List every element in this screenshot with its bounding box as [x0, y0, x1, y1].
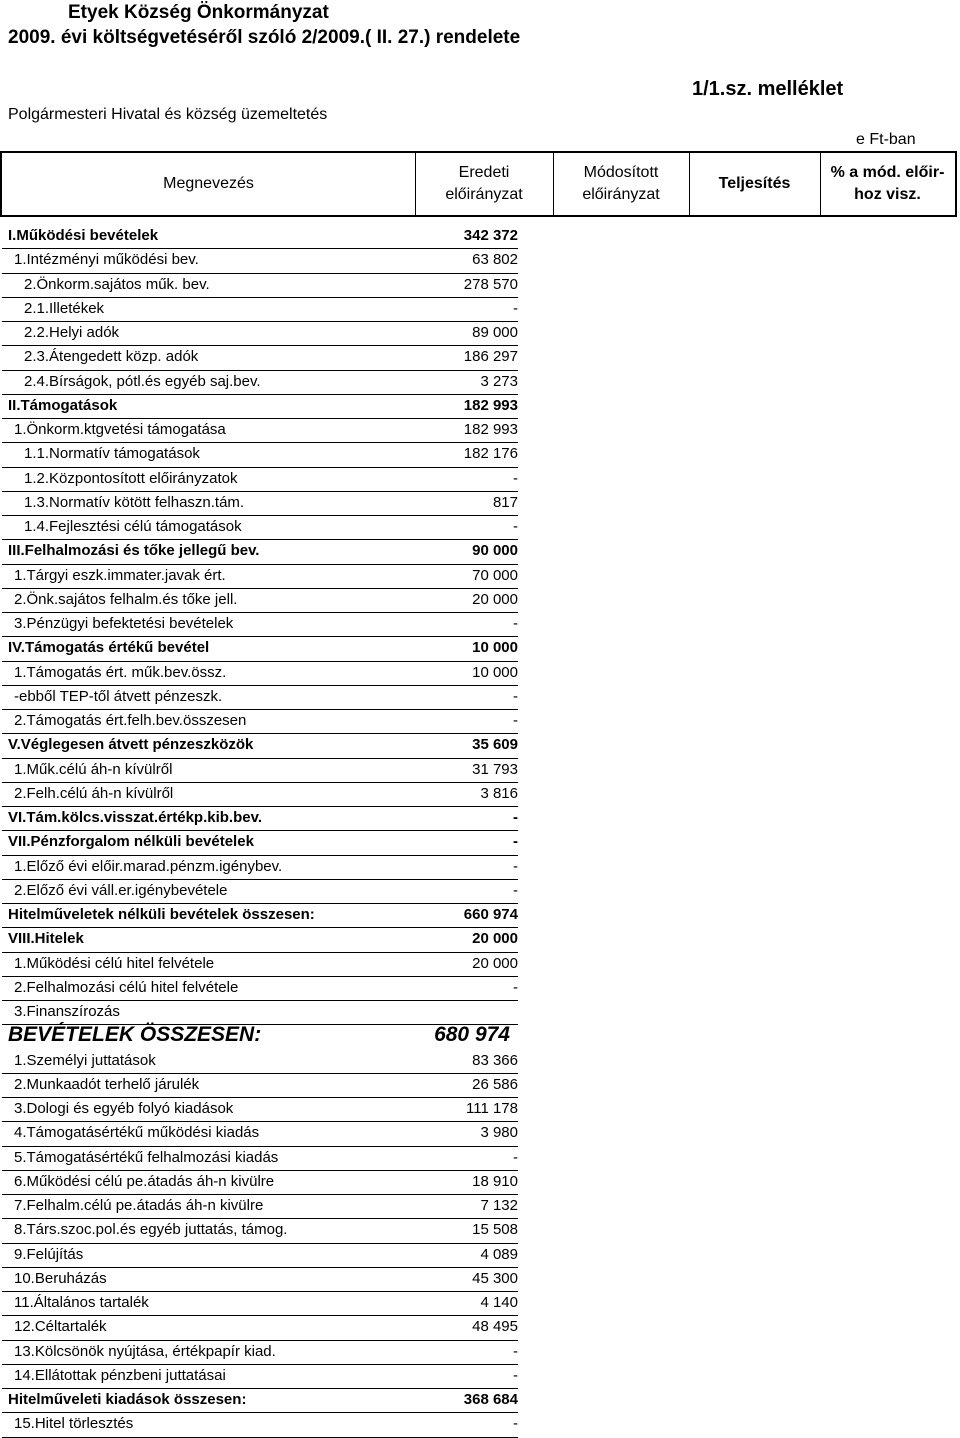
table-row [0, 1244, 960, 1268]
row-original-value: - [513, 469, 518, 487]
row-original-value: - [513, 857, 518, 875]
row-label: 2.Munkaadót terhelő járulék [14, 1075, 200, 1093]
row-label: IV.Támogatás értékű bevétel [8, 639, 210, 657]
row-original-value: 3 273 [480, 372, 518, 390]
annex-label: 1/1.sz. melléklet [692, 78, 844, 100]
row-label: 8.Társ.szoc.pol.és egyéb juttatás, támog. [14, 1221, 288, 1239]
table-row [0, 831, 960, 855]
row-label: 1.4.Fejlesztési célú támogatások [24, 518, 242, 535]
row-label: 2.Felh.célú áh-n kívülről [14, 784, 174, 802]
row-label: I.Működési bevételek [8, 227, 159, 244]
row-label: 13.Kölcsönök nyújtása, értékpapír kiad. [14, 1342, 276, 1360]
row-label: 12.Céltartalék [14, 1318, 107, 1336]
row-label: 1.Tárgyi eszk.immater.javak ért. [14, 566, 226, 584]
row-label: 3.Pénzügyi befektetési bevételek [14, 615, 234, 632]
row-label: 1.Személyi juttatások [14, 1051, 156, 1069]
table-row [0, 856, 960, 880]
row-original-value: 817 [492, 493, 518, 511]
row-original-value: 4 140 [480, 1294, 518, 1311]
table-row [0, 1074, 960, 1098]
row-label: 9.Felújítás [14, 1245, 84, 1263]
row-original-value: 83 366 [472, 1051, 518, 1069]
row-original-value: 3 816 [480, 784, 518, 802]
table-row [0, 322, 960, 346]
table-row [0, 1292, 960, 1316]
table-row [0, 1389, 960, 1413]
row-original-value: - [513, 687, 518, 705]
row-original-value: 7 132 [480, 1197, 518, 1214]
row-original-value: 45 300 [472, 1269, 518, 1287]
row-label: V.Véglegesen átvett pénzeszközök [8, 736, 254, 754]
row-label: 2.Előző évi váll.er.igénybevétele [14, 881, 228, 899]
row-label: VI.Tám.kölcs.visszat.értékp.kib.bev. [8, 809, 263, 826]
table-row [0, 298, 960, 322]
row-label: 2.Önk.sajátos felhalm.és tőke jell. [14, 590, 238, 608]
table-row [0, 1025, 960, 1049]
table-row [0, 1195, 960, 1219]
row-original-value: 182 993 [463, 421, 518, 438]
title-line-2: 2009. évi költségvetéséről szóló 2/2009.( II. 27.) rendelete [8, 27, 521, 48]
row-label: 2.Önkorm.sajátos műk. bev. [24, 275, 210, 293]
row-label: 15.Hitel törlesztés [14, 1415, 134, 1433]
row-original-value: - [513, 299, 518, 317]
row-original-value: - [513, 518, 518, 535]
table-row [0, 759, 960, 783]
table-row [0, 1098, 960, 1122]
table-row [0, 1365, 960, 1389]
row-original-value: 70 000 [472, 566, 518, 584]
row-label: 10.Beruházás [14, 1269, 107, 1287]
row-label: 5.Támogatásértékű felhalmozási kiadás [14, 1148, 279, 1166]
row-original-value: 10 000 [472, 639, 518, 657]
table-row [0, 1268, 960, 1292]
table-row [0, 516, 960, 540]
table-row [0, 346, 960, 370]
row-original-value: - [513, 1415, 518, 1433]
row-original-value: 278 570 [463, 275, 518, 293]
row-original-value: 680 974 [434, 1023, 510, 1047]
column-header-original: Eredeti előirányzat [445, 164, 523, 203]
column-header-percent: % a mód. előir- hoz visz. [830, 164, 945, 203]
row-label: 7.Felhalm.célú pe.átadás áh-n kivülre [14, 1197, 264, 1214]
table-row [0, 904, 960, 928]
table-row [0, 734, 960, 758]
row-label: 2.2.Helyi adók [24, 324, 120, 341]
row-label: -ebből TEP-től átvett pénzeszk. [14, 687, 223, 705]
table-row [0, 686, 960, 710]
table-row [0, 468, 960, 492]
row-original-value: - [513, 615, 518, 632]
row-original-value: 20 000 [472, 590, 518, 608]
row-original-value: 63 802 [472, 251, 518, 269]
row-label: 1.Működési célú hitel felvétele [14, 954, 215, 972]
table-row [0, 589, 960, 613]
row-original-value: - [513, 809, 518, 826]
row-original-value: 10 000 [472, 663, 518, 681]
table-row [0, 710, 960, 734]
column-header-modified: Módosított előirányzat [582, 164, 660, 203]
table-row [0, 1050, 960, 1074]
table-row [0, 1341, 960, 1365]
table-row [0, 565, 960, 589]
row-original-value: 15 508 [472, 1221, 518, 1239]
row-original-value: - [513, 833, 518, 851]
row-label: 1.3.Normatív kötött felhaszn.tám. [24, 493, 245, 511]
row-original-value: 111 178 [466, 1100, 518, 1117]
budget-table-body [0, 225, 960, 1438]
table-row [0, 540, 960, 564]
row-label: Hitelműveleti kiadások összesen: [8, 1391, 247, 1408]
table-row [0, 953, 960, 977]
row-label: 4.Támogatásértékű működési kiadás [14, 1124, 260, 1142]
table-row [0, 1171, 960, 1195]
row-label: 2.4.Bírságok, pótl.és egyéb saj.bev. [24, 372, 261, 390]
table-row [0, 443, 960, 467]
row-original-value: - [513, 1342, 518, 1360]
column-header-name: Megnevezés [163, 175, 254, 192]
row-original-value: 18 910 [472, 1172, 518, 1190]
row-original-value: 368 684 [463, 1391, 518, 1408]
table-row [0, 637, 960, 661]
row-original-value: 31 793 [472, 760, 518, 778]
table-row [0, 1316, 960, 1340]
table-row [0, 274, 960, 298]
table-row [0, 783, 960, 807]
row-original-value: - [513, 1366, 518, 1384]
row-original-value: 3 980 [480, 1124, 518, 1142]
row-label: 1.Műk.célú áh-n kívülről [14, 760, 173, 778]
row-label: III.Felhalmozási és tőke jellegű bev. [8, 542, 260, 560]
row-original-value: 342 372 [463, 227, 518, 244]
row-original-value: 89 000 [472, 324, 518, 341]
row-label: 2.Támogatás ért.felh.bev.összesen [14, 712, 247, 729]
row-original-value: 26 586 [472, 1075, 518, 1093]
row-label: 1.Intézményi működési bev. [14, 251, 199, 269]
table-row [0, 492, 960, 516]
row-label: 11.Általános tartalék [14, 1294, 149, 1311]
row-original-value: 20 000 [472, 930, 518, 948]
row-label: VII.Pénzforgalom nélküli bevételek [8, 833, 254, 851]
table-row [0, 225, 960, 249]
table-row [0, 371, 960, 395]
row-label: II.Támogatások [8, 396, 118, 414]
row-label: 3.Dologi és egyéb folyó kiadások [14, 1100, 234, 1117]
row-label: 1.Támogatás ért. műk.bev.össz. [14, 663, 227, 681]
row-label: Hitelműveletek nélküli bevételek összesen: [8, 906, 315, 923]
row-original-value: 20 000 [472, 954, 518, 972]
table-row [0, 807, 960, 831]
table-row [0, 1122, 960, 1146]
title-line-1: Etyek Község Önkormányzat [68, 2, 329, 23]
row-label: 14.Ellátottak pénzbeni juttatásai [14, 1366, 226, 1384]
row-original-value: 182 993 [463, 396, 518, 414]
row-original-value: 182 176 [463, 445, 518, 463]
table-row [0, 662, 960, 686]
row-original-value: 48 495 [472, 1318, 518, 1336]
table-row [0, 613, 960, 637]
column-header-fulfilment: Teljesítés [718, 175, 791, 192]
table-row [0, 928, 960, 952]
table-row [0, 977, 960, 1001]
row-label: 6.Működési célú pe.átadás áh-n kivülre [14, 1172, 275, 1190]
row-label: 2.3.Átengedett közp. adók [24, 348, 199, 366]
row-label: 2.1.Illetékek [24, 299, 105, 317]
row-original-value: - [513, 1148, 518, 1166]
row-label: 1.Önkorm.ktgvetési támogatása [14, 421, 226, 438]
row-label: 1.2.Központosított előirányzatok [24, 469, 238, 487]
table-row [0, 880, 960, 904]
row-original-value: - [513, 978, 518, 996]
column-header [0, 151, 957, 217]
organization-label: Polgármesteri Hivatal és község üzemeltetés [8, 106, 328, 123]
row-label: VIII.Hitelek [8, 930, 84, 948]
table-row [0, 395, 960, 419]
row-original-value: 186 297 [463, 348, 518, 366]
row-original-value: 4 089 [480, 1245, 518, 1263]
unit-label: e Ft-ban [856, 131, 916, 148]
row-label: BEVÉTELEK ÖSSZESEN: [8, 1023, 262, 1047]
row-original-value: - [513, 712, 518, 729]
row-original-value: 35 609 [472, 736, 518, 754]
table-row [0, 1219, 960, 1243]
row-label: 2.Felhalmozási célú hitel felvétele [14, 978, 239, 996]
table-row [0, 1001, 960, 1025]
row-original-value: - [513, 881, 518, 899]
row-label: 3.Finanszírozás [14, 1003, 120, 1020]
row-label: 1.Előző évi előir.marad.pénzm.igénybev. [14, 857, 283, 875]
row-original-value: 90 000 [472, 542, 518, 560]
table-row [0, 419, 960, 443]
row-original-value: 660 974 [463, 906, 518, 923]
table-row [0, 249, 960, 273]
table-row [0, 1147, 960, 1171]
row-label: 1.1.Normatív támogatások [24, 445, 200, 463]
